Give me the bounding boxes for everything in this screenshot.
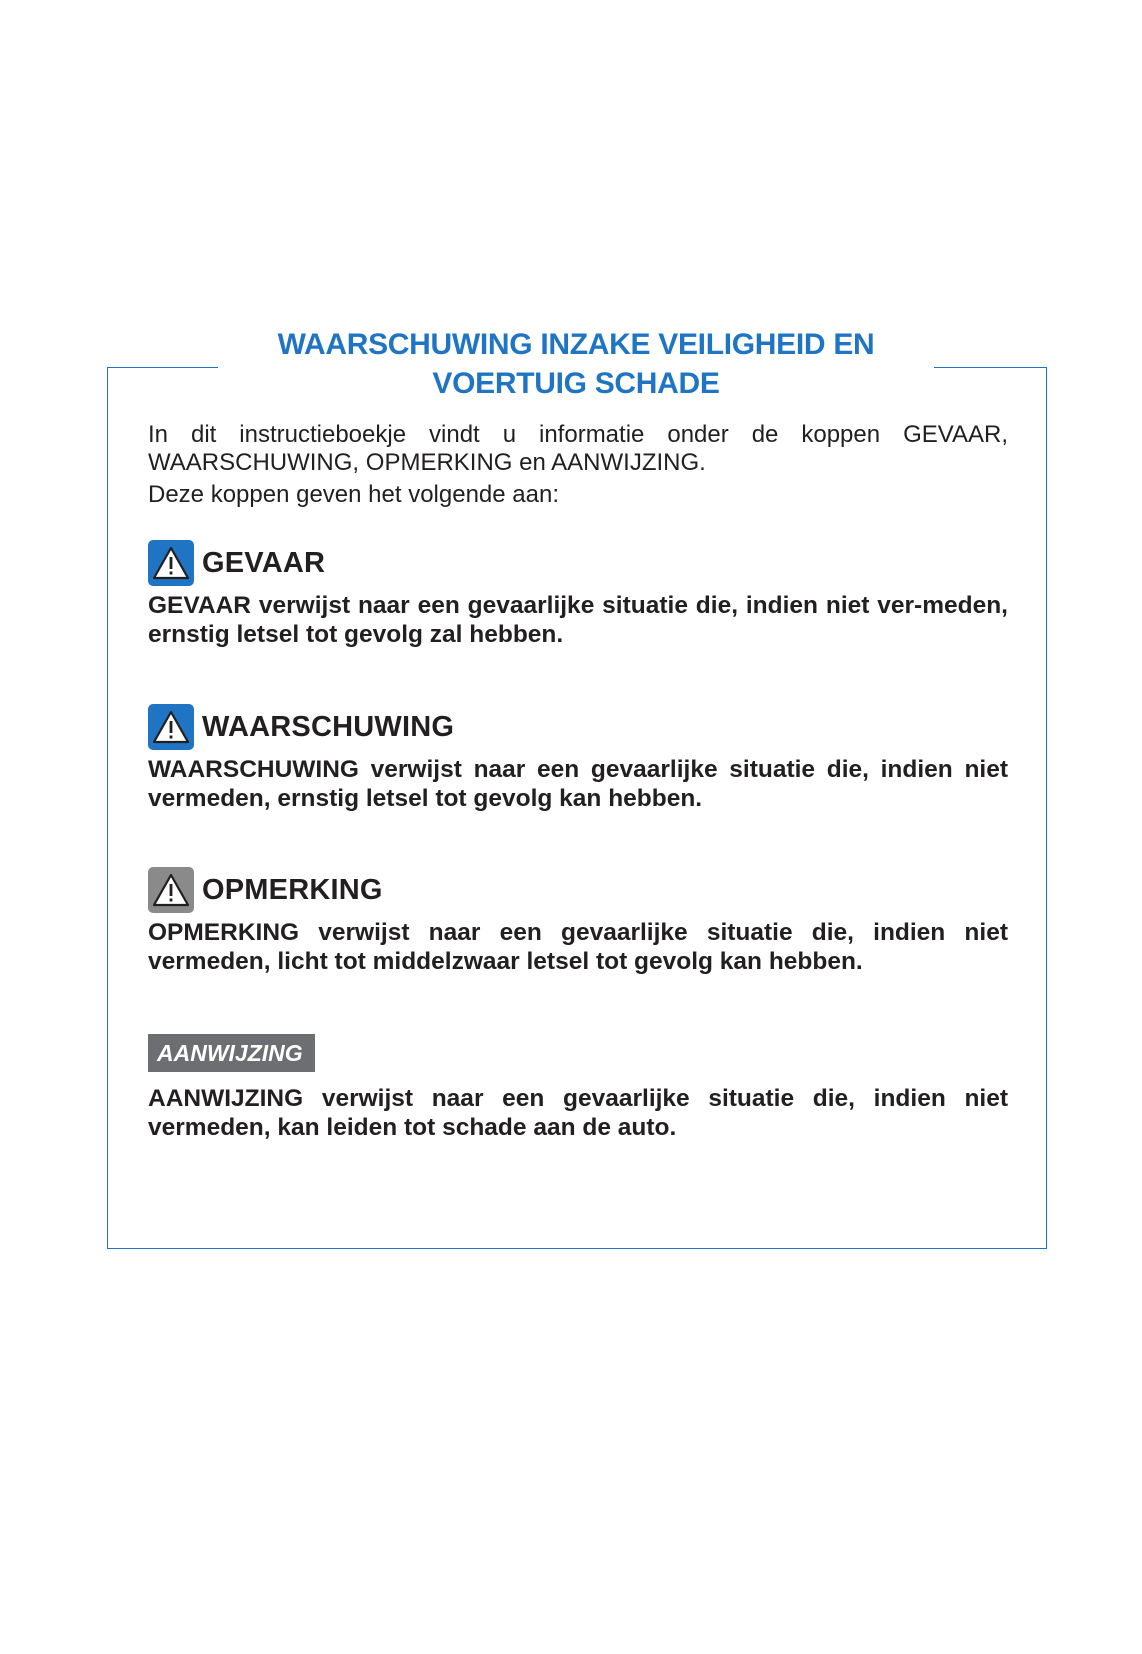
warning-triangle-icon bbox=[148, 540, 194, 586]
section-warning-body: WAARSCHUWING verwijst naar een gevaarlijke situatie die, indien niet vermeden, ernstig letsel tot gevolg kan hebben. bbox=[148, 756, 1008, 812]
section-caution-title: OPMERKING bbox=[202, 873, 383, 906]
section-notice-body: AANWIJZING verwijst naar een gevaarlijke situatie die, indien niet vermeden, kan leiden tot schade aan de auto. bbox=[148, 1085, 1008, 1141]
section-warning-title: WAARSCHUWING bbox=[202, 710, 455, 743]
section-caution-body: OPMERKING verwijst naar een gevaarlijke situatie die, indien niet vermeden, licht tot middelzwaar letsel tot gevolg kan hebben. bbox=[148, 919, 1008, 975]
section-notice-header bbox=[148, 1034, 1008, 1072]
section-danger-body: GEVAAR verwijst naar een gevaarlijke situatie die, indien niet ver-meden, ernstig letsel tot gevolg zal hebben. bbox=[148, 592, 1008, 648]
section-notice bbox=[148, 1034, 1008, 1142]
section-danger-header bbox=[148, 539, 1008, 587]
section-caution bbox=[148, 866, 1008, 976]
page-title bbox=[200, 325, 952, 403]
section-caution-header bbox=[148, 866, 1008, 914]
section-warning-header bbox=[148, 703, 1008, 751]
intro-text bbox=[148, 421, 1008, 509]
warning-triangle-icon bbox=[148, 704, 194, 750]
page-title-line-1: WAARSCHUWING INZAKE VEILIGHEID EN bbox=[277, 328, 875, 361]
page-title-line-2: VOERTUIG SCHADE bbox=[432, 367, 720, 400]
section-danger bbox=[148, 539, 1008, 649]
section-warning bbox=[148, 703, 1008, 813]
intro-lead: Deze koppen geven het volgende aan: bbox=[148, 481, 559, 508]
intro-paragraph: In dit instructieboekje vindt u informatie onder de koppen GEVAAR, WAARSCHUWING, OPMERKING en AANWIJZING. bbox=[148, 421, 1008, 476]
notice-label: AANWIJZING bbox=[148, 1034, 315, 1072]
warning-triangle-icon bbox=[148, 867, 194, 913]
section-danger-title: GEVAAR bbox=[202, 546, 326, 579]
